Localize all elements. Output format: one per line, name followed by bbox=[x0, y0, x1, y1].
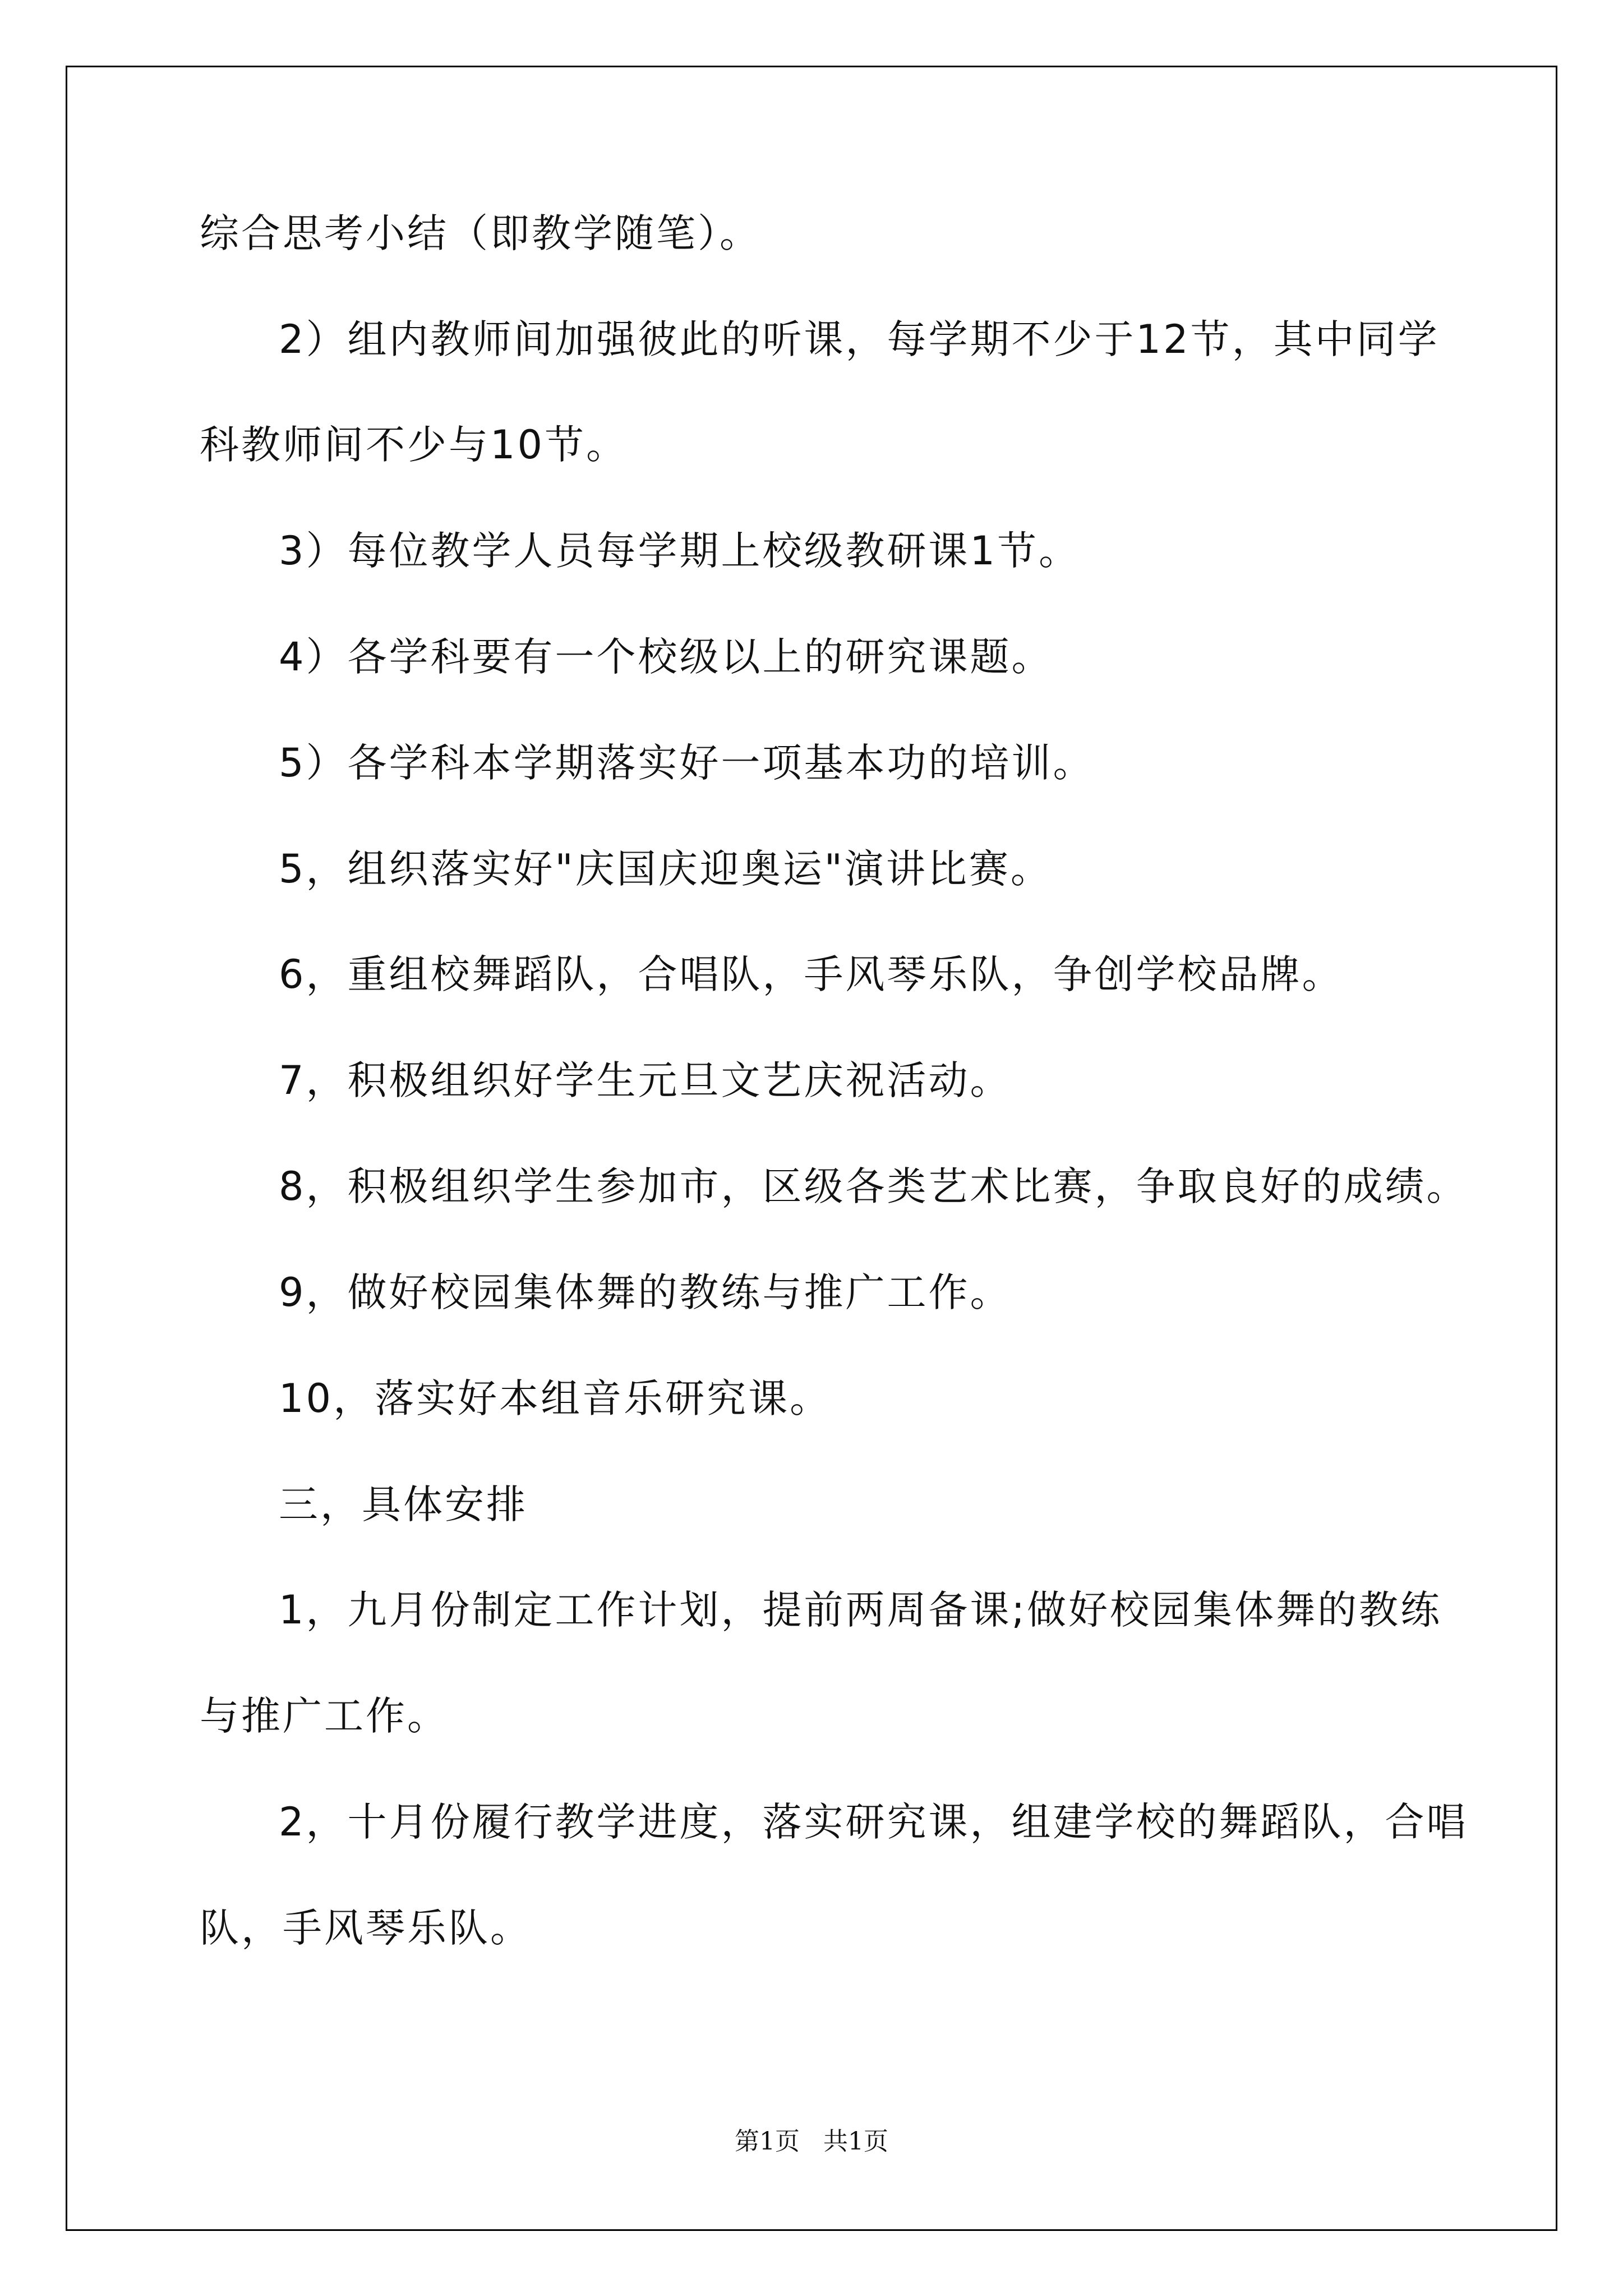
paragraph-line: 6，重组校舞蹈队，合唱队，手风琴乐队，争创学校品牌。 bbox=[279, 951, 1344, 997]
paragraph-line: 与推广工作。 bbox=[200, 1693, 449, 1739]
paragraph-line: 8，积极组织学生参加市，区级各类艺术比赛，争取良好的成绩。 bbox=[279, 1163, 1468, 1209]
paragraph-line: 综合思考小结（即教学随笔）。 bbox=[200, 210, 761, 256]
paragraph-line: 2）组内教师间加强彼此的听课，每学期不少于12节，其中同学 bbox=[279, 316, 1440, 362]
paragraph-line: 5，组织落实好"庆国庆迎奥运"演讲比赛。 bbox=[279, 846, 1052, 892]
paragraph-line: 7，积极组织好学生元旦文艺庆祝活动。 bbox=[279, 1057, 1012, 1103]
paragraph-line: 10，落实好本组音乐研究课。 bbox=[279, 1375, 832, 1421]
paragraph-line: 科教师间不少与10节。 bbox=[200, 422, 628, 468]
section-heading: 三，具体安排 bbox=[279, 1481, 528, 1527]
paragraph-line: 9，做好校园集体舞的教练与推广工作。 bbox=[279, 1269, 1012, 1315]
page-footer: 第1页 共1页 bbox=[735, 2127, 888, 2156]
paragraph-line: 5）各学科本学期落实好一项基本功的培训。 bbox=[279, 740, 1095, 786]
paragraph-line: 1，九月份制定工作计划，提前两周备课;做好校园集体舞的教练 bbox=[279, 1587, 1442, 1633]
paragraph-line: 2，十月份履行教学进度，落实研究课，组建学校的舞蹈队，合唱 bbox=[279, 1799, 1468, 1845]
paragraph-line: 4）各学科要有一个校级以上的研究课题。 bbox=[279, 634, 1053, 680]
paragraph-line: 3）每位教学人员每学期上校级教研课1节。 bbox=[279, 528, 1081, 574]
paragraph-line: 队，手风琴乐队。 bbox=[200, 1905, 532, 1951]
